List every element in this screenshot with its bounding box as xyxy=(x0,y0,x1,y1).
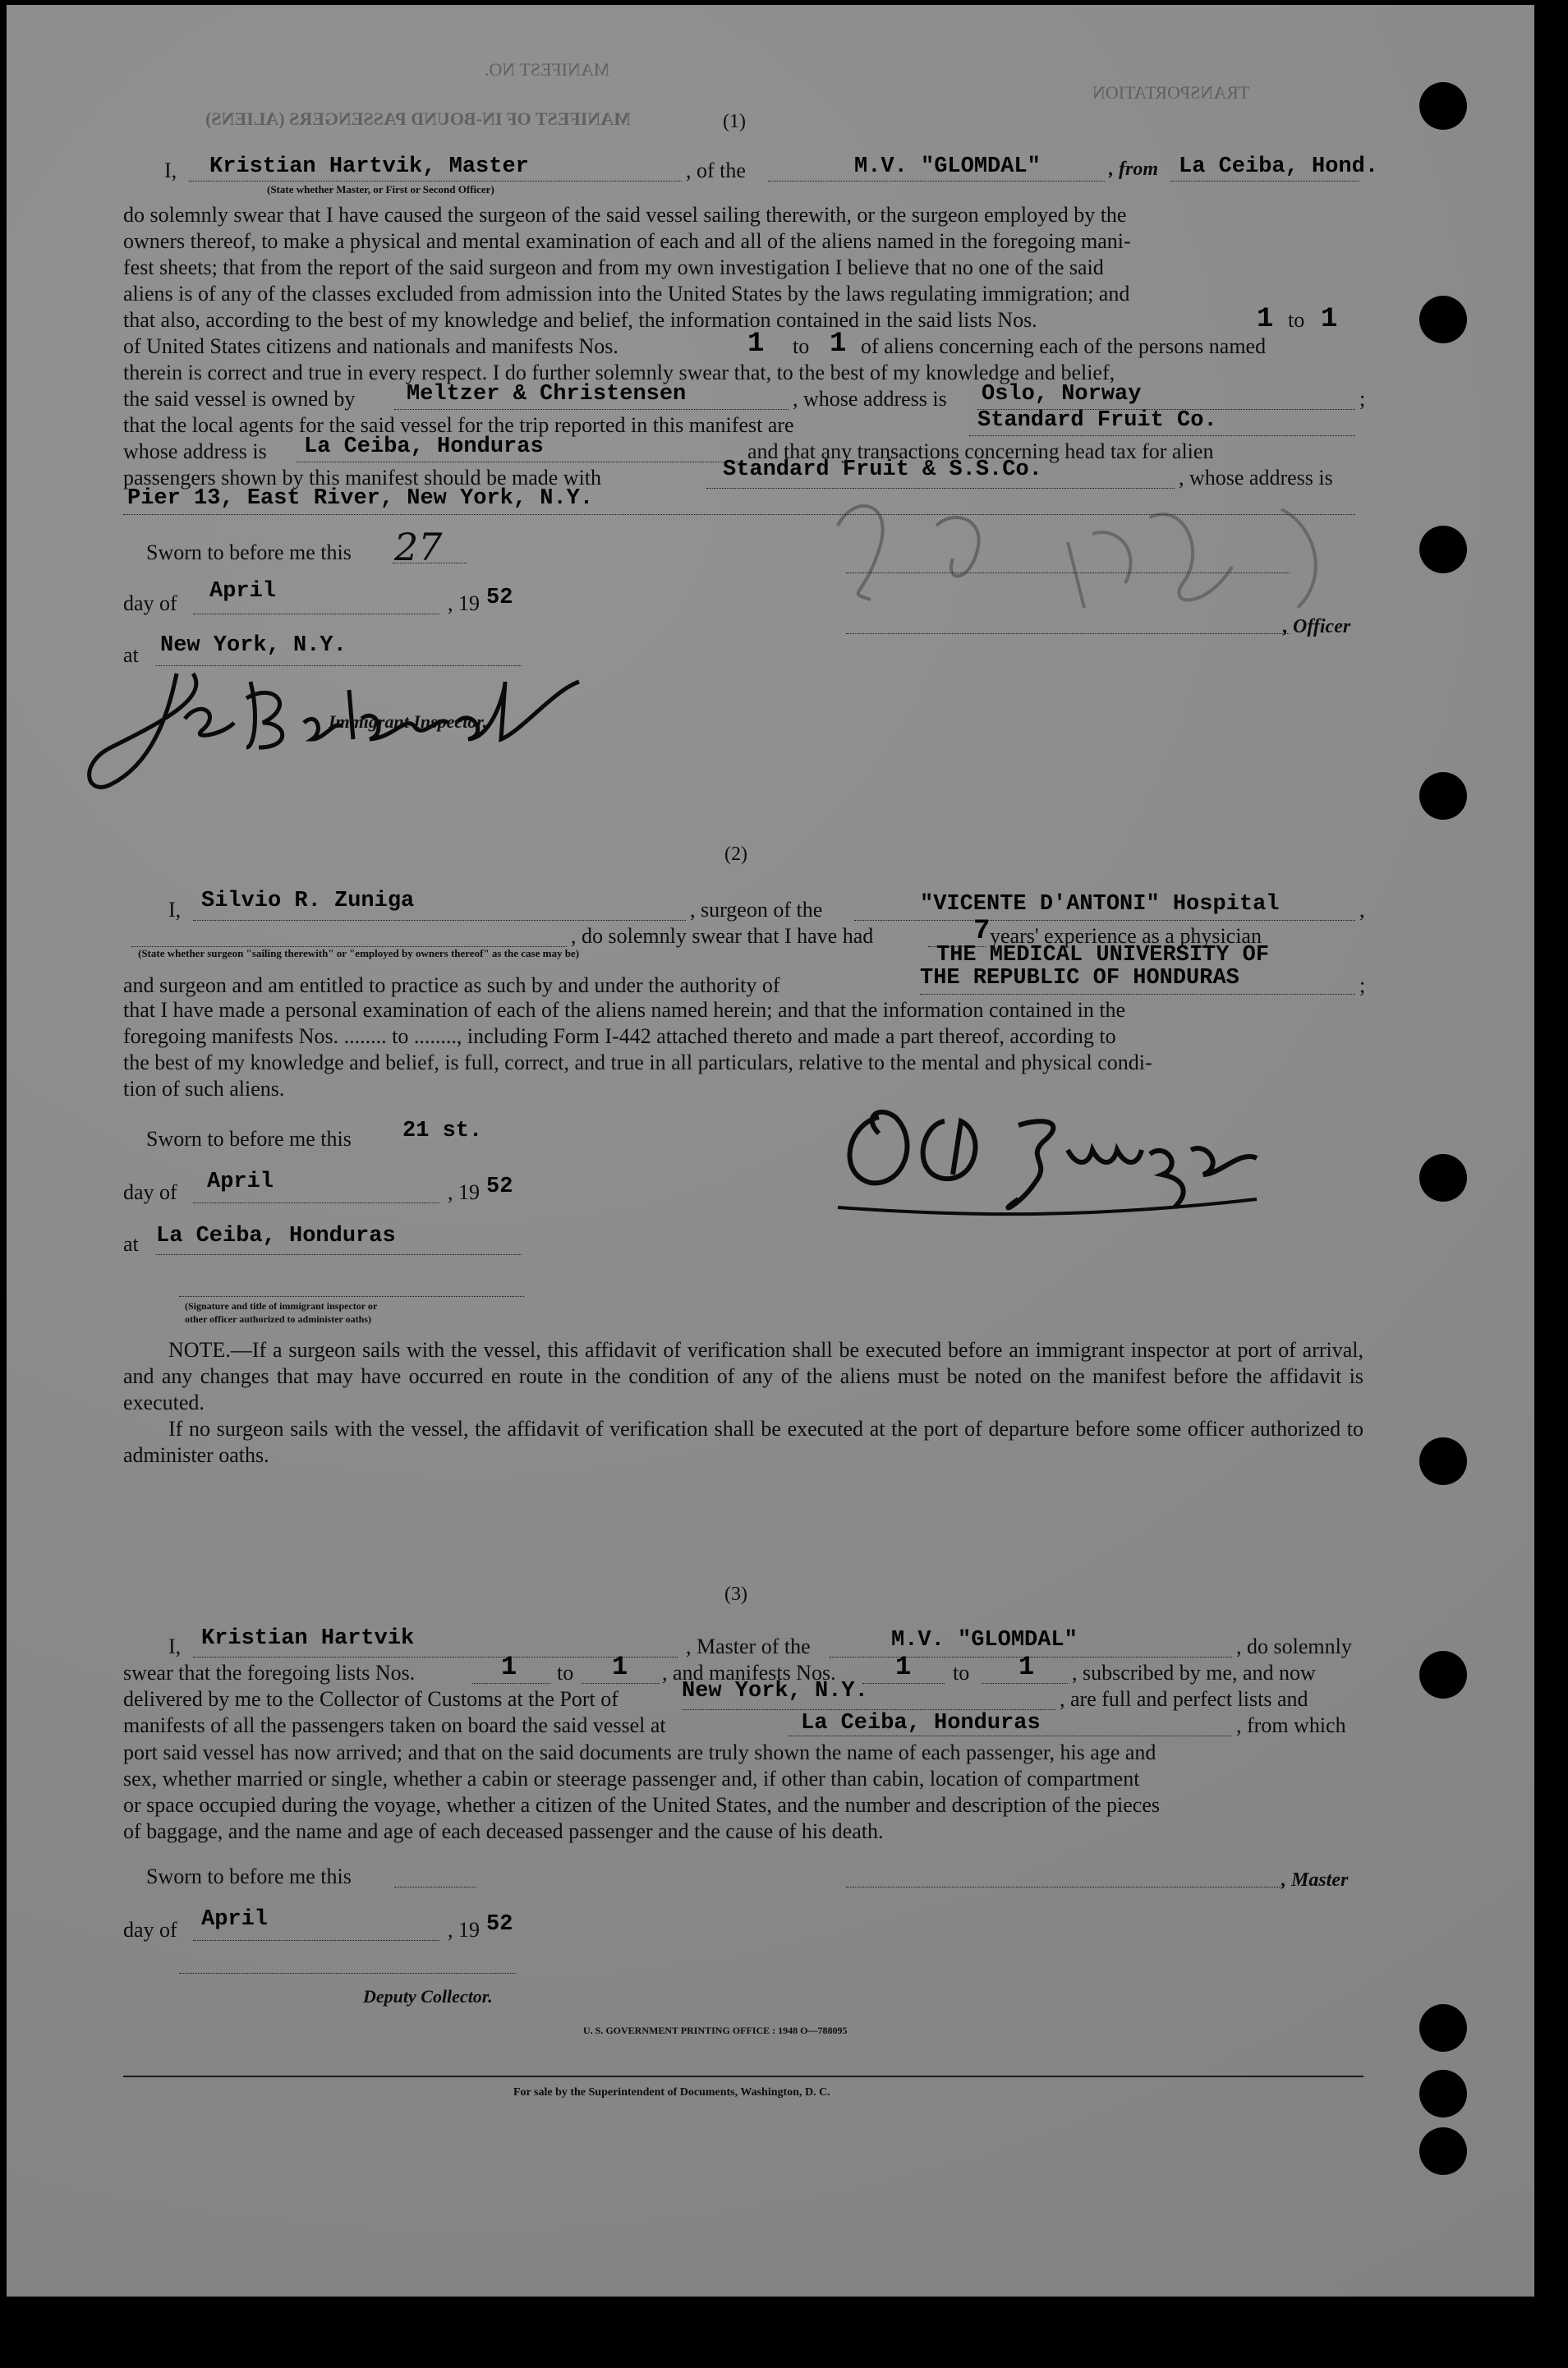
surgeon-signature xyxy=(830,1084,1273,1232)
s2-institution-line xyxy=(854,920,1355,921)
s3-line: sex, whether married or single, whether a cabin or steerage passenger and, if other than cabin, location of compartment xyxy=(123,1767,1140,1791)
footer-gpo: U. S. GOVERNMENT PRINTING OFFICE : 1948 O—788095 xyxy=(583,2025,848,2036)
s2-years: 7 xyxy=(973,916,991,947)
s1-manifests-to: 1 xyxy=(830,329,847,360)
binder-hole xyxy=(1419,2070,1467,2117)
s2-line: foregoing manifests Nos. ........ to ........, including Form I-442 attached thereto and made a part thereof, according to xyxy=(123,1024,1116,1048)
s2-sig-caption-1: (Signature and title of immigrant inspector or xyxy=(185,1300,378,1312)
s2-surgeon-line xyxy=(193,920,686,921)
s2-month-line xyxy=(193,1202,439,1203)
s1-agents-address: La Ceiba, Honduras xyxy=(304,435,544,459)
s3-from-which-text: , from which xyxy=(1236,1713,1346,1737)
officer-signature-faint xyxy=(821,476,1347,641)
s1-owned-label: the said vessel is owned by xyxy=(123,387,356,411)
s3-lists-from: 1 xyxy=(501,1652,517,1682)
footer-rule xyxy=(123,2076,1363,2077)
s2-i-label: I, xyxy=(168,898,182,922)
s3-line: of baggage, and the name and age of each deceased passenger and the cause of his death. xyxy=(123,1819,884,1843)
s2-authority-text: and surgeon and am entitled to practice as such by and under the authority of xyxy=(123,973,780,997)
s1-sworn-label: Sworn to before me this xyxy=(146,540,352,564)
s1-i-label: I, xyxy=(164,159,177,182)
s3-day-of-label: day of xyxy=(123,1918,177,1942)
s1-lists-to: 1 xyxy=(1321,304,1338,335)
s3-year-prefix-text: 19 xyxy=(458,1918,480,1942)
s3-subscribed-text: , subscribed by me, and now xyxy=(1072,1661,1316,1685)
s3-i-label: I, xyxy=(168,1635,182,1658)
faint-manifest-title: MANIFEST OF IN-BOUND PASSENGERS (ALIENS) xyxy=(205,108,631,129)
s2-note xyxy=(123,1337,1363,1416)
s1-manifests-from: 1 xyxy=(747,329,765,360)
s3-year-suffix: 52 xyxy=(486,1912,513,1937)
s1-oath-paragraph xyxy=(123,202,1363,307)
binder-hole xyxy=(1419,1651,1467,1699)
footer-sale: For sale by the Superintendent of Documents, Washington, D. C. xyxy=(513,2086,830,2099)
s1-manifests-to-label: to xyxy=(793,334,810,358)
s1-year-suffix: 52 xyxy=(486,586,513,610)
faint-form-number: MANIFEST NO. xyxy=(485,59,610,80)
binder-hole xyxy=(1419,296,1467,343)
s3-manifests-to: 1 xyxy=(1019,1652,1035,1682)
s2-year-prefix-text: 19 xyxy=(458,1180,480,1204)
s3-master-label: , Master xyxy=(1281,1869,1349,1891)
s1-vessel-line xyxy=(768,181,1105,182)
s2-authority-2: THE REPUBLIC OF HONDURAS xyxy=(920,966,1239,991)
s1-inspector-label: Immigrant Inspector. xyxy=(329,711,488,732)
s1-manifests-rest: of aliens concerning each of the persons named xyxy=(861,334,1267,358)
s1-from-line xyxy=(1170,181,1359,182)
binder-hole xyxy=(1419,526,1467,573)
s1-head-tax-address: Pier 13, East River, New York, N.Y. xyxy=(127,486,594,511)
s3-oath-paragraph xyxy=(123,1740,1363,1845)
s1-whose-address-label: , whose address is xyxy=(1179,466,1333,490)
binder-hole xyxy=(1419,1437,1467,1485)
s3-port-line xyxy=(682,1709,1055,1710)
section-1-number: (1) xyxy=(723,111,746,132)
s3-port: New York, N.Y. xyxy=(682,1679,868,1704)
s1-vessel-name: M.V. "GLOMDAL" xyxy=(854,154,1041,179)
s3-taken-text: manifests of all the passengers taken on board the said vessel at xyxy=(123,1713,666,1737)
s3-solemnly-label: , do solemnly xyxy=(1236,1635,1352,1658)
s1-passengers-text: passengers shown by this manifest should be made with xyxy=(123,466,602,490)
s1-line: owners thereof, to make a physical and mental examination of each and all of the aliens named in the foregoing mani- xyxy=(123,229,1131,253)
s3-lists-to-line xyxy=(582,1683,660,1684)
s3-lists-to: 1 xyxy=(612,1652,628,1682)
s2-month: April xyxy=(207,1170,274,1194)
s2-day-of-label: day of xyxy=(123,1180,177,1204)
s1-agents: Standard Fruit Co. xyxy=(977,408,1217,433)
s3-sworn-line xyxy=(394,1887,476,1888)
s3-lists-text: swear that the foregoing lists Nos. xyxy=(123,1661,416,1685)
faint-top-right: TRANSPORTATION xyxy=(1092,82,1250,103)
s1-month: April xyxy=(209,579,277,604)
s3-month: April xyxy=(201,1907,269,1932)
s2-surgeon-of-label: , surgeon of the xyxy=(690,898,823,922)
s1-owner: Meltzer & Christensen xyxy=(407,382,687,407)
s3-line: port said vessel has now arrived; and that on the said documents are truly shown the name of each passenger, his age and xyxy=(123,1740,1156,1764)
s2-comma: , xyxy=(1359,898,1365,922)
s1-from-port: La Ceiba, Hond. xyxy=(1179,154,1379,179)
s3-delivered-text: delivered by me to the Collector of Customs at the Port of xyxy=(123,1687,618,1711)
s3-lists-from-line xyxy=(472,1683,550,1684)
s2-years-text: years' experience as a physician xyxy=(990,924,1262,948)
s2-sig-caption-2: other officer authorized to administer oaths) xyxy=(185,1313,371,1325)
s2-signature-title-line xyxy=(179,1296,524,1297)
s1-owner-address-label: , whose address is xyxy=(793,387,947,411)
s1-lists-text: that also, according to the best of my knowledge and belief, the information contained in the said lists Nos. xyxy=(123,308,1037,332)
s2-surgeon-caption: (State whether surgeon "sailing therewith" or "employed by owners thereof" as the case may be) xyxy=(138,947,580,959)
s1-master-caption: (State whether Master, or First or Second Officer) xyxy=(267,183,494,195)
s2-note2-text: If no surgeon sails with the vessel, the affidavit of verification shall be executed at the port of departure before some officer authorized to administer oaths. xyxy=(123,1417,1363,1467)
s3-line: or space occupied during the voyage, whether a citizen of the United States, and the number and description of the pieces xyxy=(123,1793,1161,1817)
s3-master-line xyxy=(193,1657,678,1658)
s3-deputy-line xyxy=(179,1973,516,1974)
s3-manifests-label: , and manifests Nos. xyxy=(662,1661,836,1685)
binder-hole xyxy=(1419,1154,1467,1202)
s2-place: La Ceiba, Honduras xyxy=(156,1224,396,1248)
s2-institution: "VICENTE D'ANTONI" Hospital xyxy=(920,892,1280,917)
section-3-number: (3) xyxy=(724,1584,747,1605)
s3-master-name: Kristian Hartvik xyxy=(201,1626,415,1651)
s2-line: that I have made a personal examination of each of the aliens named herein; and that the information contained in the xyxy=(123,998,1126,1022)
s1-place: New York, N.Y. xyxy=(160,633,347,658)
s3-manifests-to-line xyxy=(982,1683,1068,1684)
s1-day-of-label: day of xyxy=(123,591,177,615)
binder-hole xyxy=(1419,82,1467,130)
s3-manifests-from: 1 xyxy=(895,1652,912,1682)
s3-manifests-from-line xyxy=(862,1683,945,1684)
s1-head-tax-text: and that any transactions concerning head tax for alien xyxy=(747,439,1214,463)
s3-manifests-to-label: to xyxy=(953,1661,970,1685)
s1-lists-to-label: to xyxy=(1288,308,1305,332)
s1-lists-from: 1 xyxy=(1257,304,1274,335)
s1-head-tax-party: Standard Fruit & S.S.Co. xyxy=(723,458,1042,482)
s1-line: do solemnly swear that I have caused the surgeon of the said vessel sailing therewith, or the surgeon employed by the xyxy=(123,203,1127,227)
s2-authority-1: THE MEDICAL UNIVERSITY OF xyxy=(936,943,1270,968)
s1-owner-line xyxy=(394,409,789,410)
s2-semicolon: ; xyxy=(1359,973,1366,997)
s3-year-prefix: , 19 xyxy=(448,1918,480,1942)
s2-authority-line xyxy=(920,994,1355,995)
s3-full-perfect-text: , are full and perfect lists and xyxy=(1060,1687,1308,1711)
s1-line: fest sheets; that from the report of the said surgeon and from my own investigation I believe that no one of the said xyxy=(123,255,1104,279)
s2-place-line xyxy=(156,1254,522,1255)
s1-year-prefix: , 19 xyxy=(448,591,480,615)
s1-of-the-label: , of the xyxy=(686,159,746,182)
s2-sworn-label: Sworn to before me this xyxy=(146,1127,352,1151)
s1-agents-address-label: whose address is xyxy=(123,439,267,463)
binder-hole xyxy=(1419,2127,1467,2175)
binder-hole xyxy=(1419,772,1467,820)
s3-master-of-label: , Master of the xyxy=(686,1635,811,1658)
s2-sworn-day: 21 st. xyxy=(402,1119,483,1143)
s3-lists-to-label: to xyxy=(557,1661,574,1685)
s2-swear-text: , do solemnly swear that I have had xyxy=(571,924,874,948)
s2-line: the best of my knowledge and belief, is full, correct, and true in all particulars, relative to the mental and physical condi- xyxy=(123,1051,1152,1074)
s2-at-label: at xyxy=(123,1232,139,1256)
s1-year-prefix-text: 19 xyxy=(458,591,480,615)
s2-year-suffix: 52 xyxy=(486,1175,513,1199)
s2-note-2 xyxy=(123,1416,1363,1469)
s1-line-8: therein is correct and true in every respect. I do further solemnly swear that, to the best of my knowledge and belief, xyxy=(123,361,1115,384)
s3-master-sig-line xyxy=(846,1887,1281,1888)
s3-embark-port: La Ceiba, Honduras xyxy=(801,1711,1041,1736)
s1-master-name: Kristian Hartvik, Master xyxy=(209,154,529,179)
s3-month-line xyxy=(193,1940,439,1941)
section-2-number: (2) xyxy=(724,844,747,865)
s1-semicolon: ; xyxy=(1359,387,1366,411)
s1-at-label: at xyxy=(123,643,139,667)
s1-master-line xyxy=(189,181,682,182)
s1-owner-address: Oslo, Norway xyxy=(982,382,1142,407)
s2-note-text: NOTE.—If a surgeon sails with the vessel, this affidavit of verification shall be executed before an immigrant inspector at port of arrival, and any changes that may have occurred en route in the condition of any of the aliens must be noted on the manifest before the affidavit is executed. xyxy=(123,1338,1363,1414)
s2-year-prefix: , 19 xyxy=(448,1180,480,1204)
s1-agents-line xyxy=(969,435,1355,436)
s1-from-label: , from xyxy=(1109,159,1158,180)
s3-vessel-name: M.V. "GLOMDAL" xyxy=(891,1628,1078,1653)
s1-line: aliens is of any of the classes excluded from admission into the United States by the laws regulating immigration; and xyxy=(123,282,1130,306)
s3-deputy-label: Deputy Collector. xyxy=(363,1986,493,2007)
s1-agents-label: that the local agents for the said vessel for the trip reported in this manifest are xyxy=(123,413,794,437)
s3-sworn-label: Sworn to before me this xyxy=(146,1865,352,1888)
s2-surgeon-name: Silvio R. Zuniga xyxy=(201,889,415,913)
s2-line: tion of such aliens. xyxy=(123,1077,285,1101)
binder-hole xyxy=(1419,2004,1467,2052)
s1-sworn-day: 27 xyxy=(394,525,443,569)
s1-officer-label: , Officer xyxy=(1283,616,1351,637)
s1-manifests-text: of United States citizens and nationals and manifests Nos. xyxy=(123,334,618,358)
